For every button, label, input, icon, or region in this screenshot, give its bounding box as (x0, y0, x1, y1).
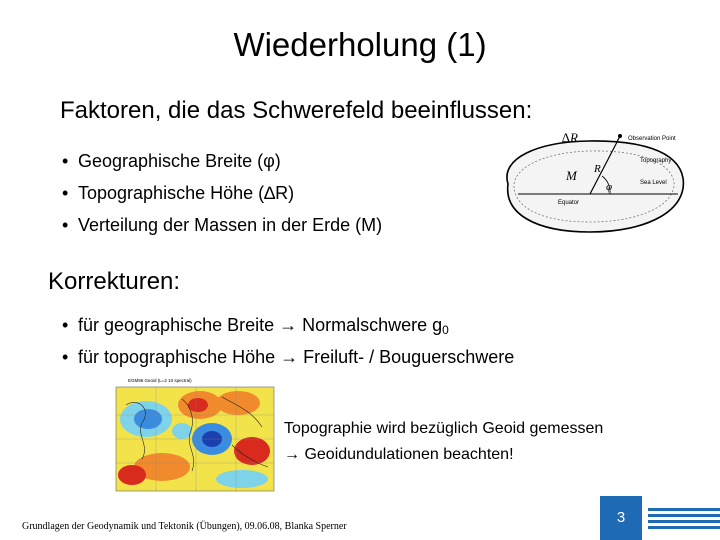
list-item (62, 345, 514, 377)
geoid-map-title: EGM96 Geoid (L=2 10 spectral) (128, 378, 192, 383)
arrow-icon: → (280, 347, 299, 367)
note-line-2-text: Geoidundulationen beachten! (300, 446, 514, 463)
list-item (62, 313, 514, 345)
bullet-text: für geographische Breite (78, 315, 280, 335)
label-observation-point: Observation Point (628, 136, 676, 142)
geoid-note (284, 416, 603, 468)
bullet-rest: Freiluft- / Bouguerschwere (298, 347, 515, 367)
subscript: 0 (442, 323, 449, 337)
label-equator: Equator (558, 200, 580, 206)
label-topography: Topography (640, 158, 672, 164)
bullet-rest: Normalschwere g (297, 315, 443, 335)
faktoren-heading: Faktoren, die das Schwerefeld beeinflussen: (60, 97, 533, 124)
label-r: R (594, 163, 601, 175)
label-delta-r: ∆R (562, 130, 578, 145)
arrow-icon: → (284, 446, 300, 463)
label-sea-level: Sea Level (640, 180, 667, 186)
stripes-decoration (646, 504, 720, 534)
note-line-1: Topographie wird bezüglich Geoid gemessen (284, 420, 604, 437)
arrow-icon: → (279, 315, 298, 335)
page-number: 3 (600, 496, 642, 540)
slide-title: Wiederholung (1) (233, 26, 487, 63)
label-phi: φ (606, 181, 613, 193)
earth-gravity-diagram (478, 128, 710, 244)
list-item: • Verteilung der Massen in der Erde (M) (62, 213, 382, 245)
list-item: • Topographische Höhe (∆R) (62, 181, 382, 213)
faktoren-list (62, 149, 382, 245)
label-m: M (566, 168, 577, 183)
korrekturen-heading: Korrekturen: (48, 268, 181, 295)
bullet-text: für topographische Höhe (78, 347, 281, 367)
list-item: • Geographische Breite (φ) (62, 149, 382, 181)
geoid-map (112, 375, 280, 499)
korrekturen-list (62, 313, 514, 377)
note-line-2 (284, 442, 603, 468)
footer: Grundlagen der Geodynamik und Tektonik (Übungen), 09.06.08, Blanka Sperner (22, 521, 347, 532)
